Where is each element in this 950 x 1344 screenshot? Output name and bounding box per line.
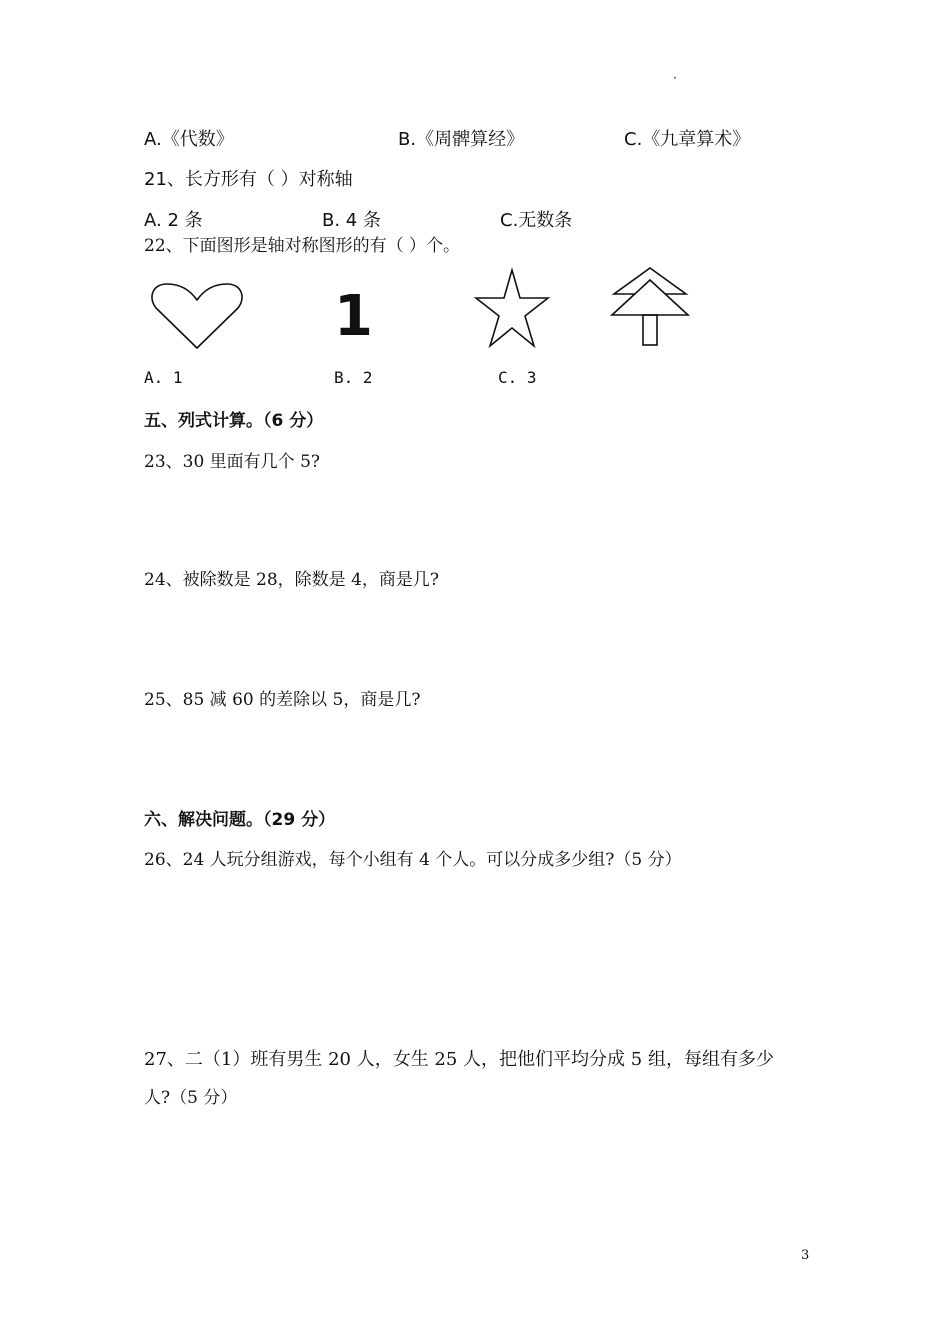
q22-stem: 22、下面图形是轴对称图形的有（ ）个。: [144, 236, 461, 256]
heart-icon: [150, 282, 244, 352]
q22-option-a: A. 1: [144, 368, 183, 387]
question-26: 26、24 人玩分组游戏，每个小组有 4 个人。可以分成多少组?（5 分）: [144, 850, 682, 870]
q22-option-c: C. 3: [498, 368, 537, 387]
q21-stem: 21、长方形有（ ）对称轴: [144, 169, 353, 190]
digit-one-figure: 1: [334, 284, 373, 349]
section-6-title: 六、解决问题。（29 分）: [144, 810, 336, 830]
page-number: 3: [801, 1248, 810, 1263]
question-23: 23、30 里面有几个 5?: [144, 452, 321, 472]
section-5-title: 五、列式计算。（6 分）: [144, 411, 324, 431]
q20-option-a: A.《代数》: [144, 129, 234, 150]
q21-option-c: C.无数条: [500, 210, 573, 231]
question-27-line-2: 人?（5 分）: [144, 1088, 238, 1108]
tree-icon: [608, 266, 692, 348]
star-icon: [474, 268, 550, 350]
q22-option-b: B. 2: [334, 368, 373, 387]
question-27-line-1: 27、二（1）班有男生 20 人，女生 25 人，把他们平均分成 5 组，每组有多少: [144, 1049, 774, 1070]
question-24: 24、被除数是 28，除数是 4，商是几?: [144, 570, 440, 590]
q21-option-b: B. 4 条: [322, 210, 381, 231]
q20-option-b: B.《周髀算经》: [398, 129, 525, 150]
header-mark: ·: [673, 71, 677, 85]
q21-option-a: A. 2 条: [144, 210, 203, 231]
q20-option-c: C.《九章算术》: [624, 129, 751, 150]
question-25: 25、85 减 60 的差除以 5，商是几?: [144, 690, 421, 710]
